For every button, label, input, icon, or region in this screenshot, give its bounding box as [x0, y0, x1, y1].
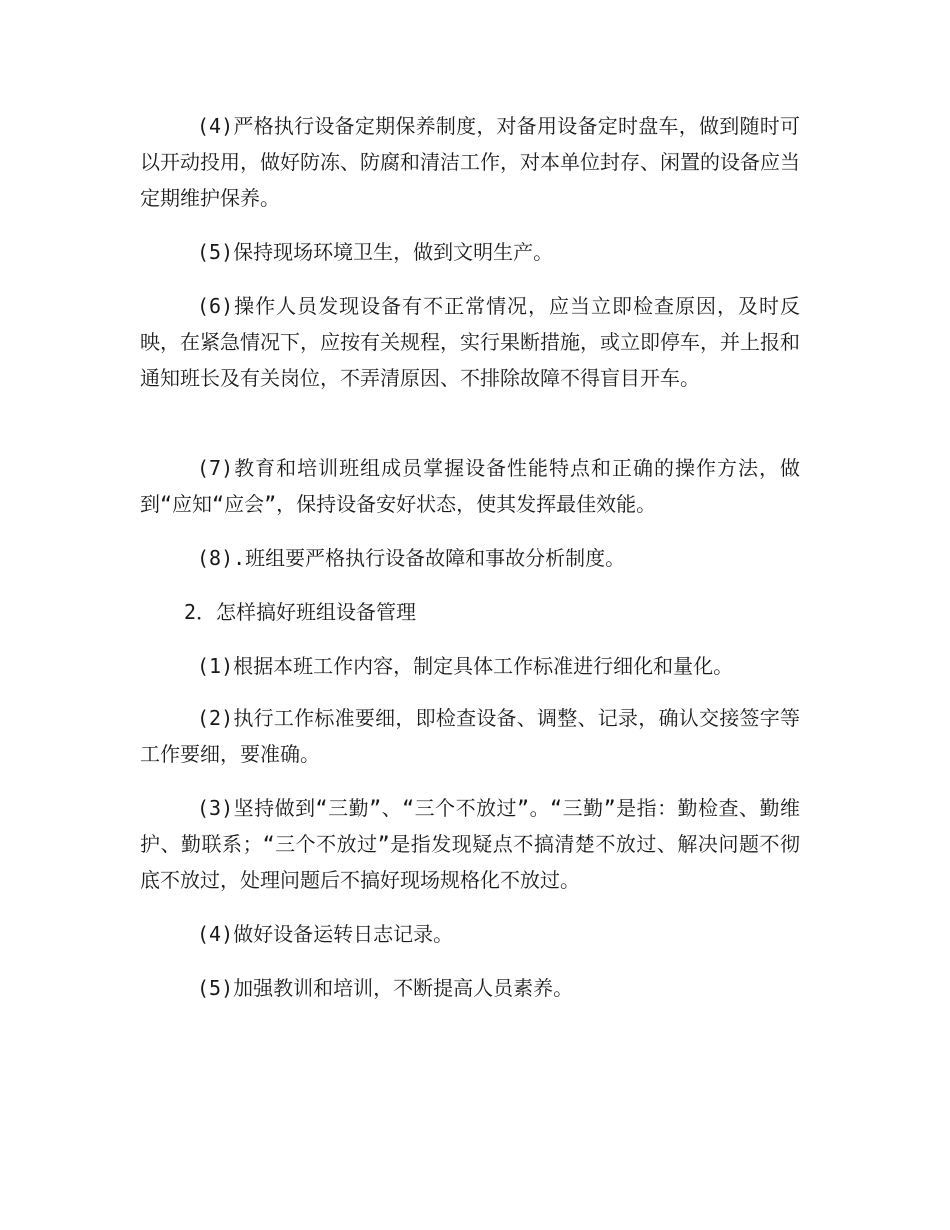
section-paragraph-1: (1)根据本班工作内容，制定具体工作标准进行细化和量化。	[197, 654, 734, 678]
paragraph-item-7: (7)教育和培训班组成员掌握设备性能特点和正确的操作方法，做到“应知“应会”，保持设备安好状态，使其发挥最佳效能。	[140, 456, 800, 516]
section-paragraph-3: (3)坚持做到“三勤”、“三个不放过”。“三勤”是指：勤检查、勤维护、勤联系；“三个不放过”是指发现疑点不搞清楚不放过、解决问题不彻底不放过，处理问题后不搞好现场规格化不放过。	[140, 796, 800, 892]
paragraph-item-5: (5)保持现场环境卫生，做到文明生产。	[197, 240, 554, 264]
paragraph-item-6: (6)操作人员发现设备有不正常情况，应当立即检查原因，及时反映，在紧急情况下，应按有关规程，实行果断措施，或立即停车，并上报和通知班长及有关岗位，不弄清原因、不排除故障不得盲目开车。	[140, 294, 800, 390]
section-heading: 2．怎样搞好班组设备管理	[184, 600, 417, 624]
section-paragraph-4: (4)做好设备运转日志记录。	[197, 922, 454, 946]
section-paragraph-5: (5)加强教训和培训，不断提高人员素养。	[197, 976, 574, 1000]
section-paragraph-2: (2)执行工作标准要细，即检查设备、调整、记录，确认交接签字等工作要细，要准确。	[140, 706, 800, 766]
paragraph-item-8: (8).班组要严格执行设备故障和事故分析制度。	[197, 546, 626, 570]
paragraph-item-4: (4)严格执行设备定期保养制度，对备用设备定时盘车，做到随时可以开动投用，做好防冻、防腐和清洁工作，对本单位封存、闲置的设备应当定期维护保养。	[140, 114, 800, 210]
